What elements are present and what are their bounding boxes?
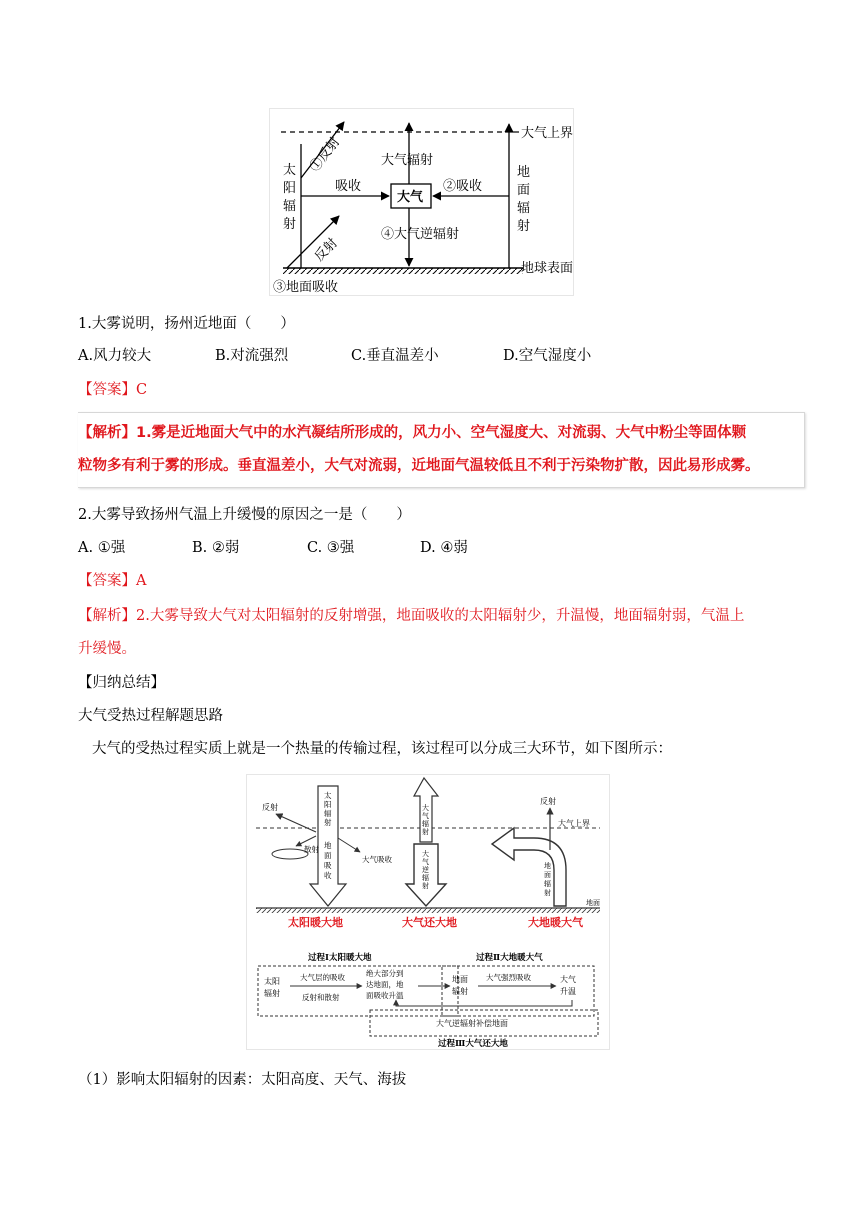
fig2-stage3: 大地暖大气 <box>528 916 583 929</box>
svg-text:射: 射 <box>283 217 297 232</box>
svg-text:面: 面 <box>324 851 332 860</box>
fig2-process2: 过程Ⅱ大地暖大气 <box>476 953 543 963</box>
svg-text:辐: 辐 <box>324 809 332 818</box>
question-1-options <box>78 346 591 366</box>
svg-text:辐: 辐 <box>544 880 551 888</box>
q2-answer <box>78 571 146 591</box>
svg-text:辐射: 辐射 <box>264 989 280 998</box>
fig2-air-absorb: 大气吸收 <box>362 855 392 864</box>
label-solar-radiation <box>283 162 296 232</box>
fig2-process3: 过程Ⅲ大气还大地 <box>438 1039 508 1049</box>
diagram-1 <box>269 108 575 296</box>
svg-text:大气: 大气 <box>560 975 576 984</box>
label-top-boundary: 大气上界 <box>521 126 574 141</box>
label-reflect-1: ①反射 <box>307 134 344 175</box>
fig2-flow-strong-absorb: 大气强烈吸收 <box>486 973 531 982</box>
fig2-ground-radiation <box>544 861 551 897</box>
svg-text:面: 面 <box>517 183 531 198</box>
svg-text:辐射: 辐射 <box>452 987 468 996</box>
svg-text:阳: 阳 <box>283 181 297 196</box>
svg-text:辐: 辐 <box>422 874 429 882</box>
fig2-atmos-radiation-up <box>422 803 429 836</box>
fig2-top-boundary: 大气上界 <box>558 819 590 828</box>
svg-text:射: 射 <box>422 882 429 890</box>
label-absorb-right: ②吸收 <box>443 179 483 194</box>
fig2-reflect-right: 反射 <box>540 797 556 806</box>
label-atmos-radiation: 大气辐射 <box>381 153 434 168</box>
summary-intro: 大气的受热过程实质上就是一个热量的传输过程，该过程可以分成三大环节，如下图所示： <box>92 741 672 757</box>
svg-text:辐: 辐 <box>422 820 429 828</box>
q2-analysis <box>78 606 744 626</box>
svg-text:气: 气 <box>422 858 429 866</box>
svg-text:气: 气 <box>422 812 429 820</box>
svg-text:辐: 辐 <box>283 199 297 214</box>
q2-answer-value: A <box>136 573 147 589</box>
q1-analysis-label: 【解析】 <box>78 425 136 441</box>
fig2-stage1: 太阳暖大地 <box>288 916 343 929</box>
fig2-flow-reach <box>366 968 404 1000</box>
fig2-sun-col <box>324 790 332 827</box>
q1-analysis-line2: 粒物多有利于雾的形成。垂直温差小，大气对流弱，近地面气温较低且不利于污染物扩散，因此易形成雾。 <box>78 458 760 474</box>
svg-text:射: 射 <box>422 828 429 836</box>
q2-option-a: A. ①强 <box>78 540 126 556</box>
label-ground-absorb: ③地面吸收 <box>273 280 339 295</box>
label-surface: 地球表面 <box>521 261 574 276</box>
svg-text:辐: 辐 <box>517 201 531 216</box>
svg-text:地: 地 <box>324 841 332 850</box>
q1-option-c: C.垂直温差小 <box>351 348 439 364</box>
svg-text:阳: 阳 <box>324 800 332 809</box>
q1-analysis <box>78 423 746 443</box>
svg-text:大: 大 <box>422 804 429 812</box>
fig2-scatter: 散射 <box>304 845 319 854</box>
fig2-flow-reflect: 反射和散射 <box>302 993 340 1002</box>
svg-text:太阳: 太阳 <box>264 977 280 986</box>
q1-analysis-line1: 1.雾是近地面大气中的水汽凝结所形成的，风力小、空气湿度大、对流弱、大气中粉尘等固体颗 <box>136 425 747 441</box>
factor-text: （1）影响太阳辐射的因素：太阳高度、天气、海拔 <box>78 1072 407 1088</box>
q2-option-c: C. ③强 <box>307 540 355 556</box>
fig2-flow-sun <box>264 976 280 998</box>
summary-subheading: 大气受热过程解题思路 <box>78 708 223 724</box>
label-atmosphere: 大气 <box>397 190 424 205</box>
label-counter-radiation: ④大气逆辐射 <box>381 227 460 242</box>
figure-heating-process <box>246 774 610 1050</box>
q1-answer-value: C <box>136 382 148 398</box>
q1-option-b: B.对流强烈 <box>215 348 289 364</box>
summary-heading: 【归纳总结】 <box>78 675 165 691</box>
q1-answer-label: 【答案】 <box>78 382 136 398</box>
fig2-flow-absorb: 大气层的吸收 <box>300 973 345 982</box>
svg-text:绝大部分到: 绝大部分到 <box>366 969 404 978</box>
q2-analysis-line2: 升缓慢。 <box>78 641 136 657</box>
diagram-2 <box>246 774 610 1050</box>
fig2-stage2: 大气还大地 <box>402 916 457 929</box>
q1-option-d: D.空气湿度小 <box>503 348 592 364</box>
svg-text:升温: 升温 <box>560 987 576 996</box>
svg-text:地: 地 <box>544 862 551 870</box>
label-ground-radiation <box>517 164 530 234</box>
fig2-process1: 过程Ⅰ太阳暖大地 <box>308 953 372 963</box>
fig2-flow-ground-rad <box>452 974 468 996</box>
figure-atmosphere-heating <box>269 108 575 296</box>
question-2-options <box>78 538 468 558</box>
q2-analysis-line1: 2.大雾导致大气对太阳辐射的反射增强，地面吸收的太阳辐射少，升温慢，地面辐射弱，气温上 <box>136 608 745 624</box>
question-1: 1.大雾说明，扬州近地面（ ） <box>78 316 295 332</box>
svg-text:太: 太 <box>324 791 332 800</box>
fig2-flow-atmos <box>560 974 576 996</box>
q1-option-a: A.风力较大 <box>78 348 152 364</box>
svg-text:逆: 逆 <box>422 866 429 874</box>
fig2-reflect-left: 反射 <box>262 803 278 812</box>
q1-answer <box>78 380 147 400</box>
label-absorb-left: 吸收 <box>335 179 362 194</box>
fig2-ground: 地面 <box>586 899 600 907</box>
svg-text:吸: 吸 <box>324 861 332 870</box>
svg-text:射: 射 <box>544 889 551 897</box>
svg-text:收: 收 <box>324 871 332 880</box>
q2-option-d: D. ④弱 <box>420 540 468 556</box>
question-2: 2.大雾导致扬州气温上升缓慢的原因之一是（ ） <box>78 507 411 523</box>
svg-text:达地面，地: 达地面，地 <box>366 980 404 989</box>
svg-text:面吸收升温: 面吸收升温 <box>366 991 404 1000</box>
q2-answer-label: 【答案】 <box>78 573 136 589</box>
fig2-counter-radiation <box>422 849 429 890</box>
svg-text:太: 太 <box>283 163 297 178</box>
svg-text:地面: 地面 <box>452 975 468 984</box>
svg-text:射: 射 <box>324 818 332 827</box>
q2-option-b: B. ②弱 <box>192 540 240 556</box>
svg-text:地: 地 <box>517 165 531 180</box>
svg-text:射: 射 <box>517 219 531 234</box>
fig2-flow-compensate: 大气逆辐射补偿地面 <box>436 1019 508 1028</box>
svg-text:面: 面 <box>544 871 551 879</box>
label-reflect-2: 反射 <box>311 235 341 265</box>
q2-analysis-label: 【解析】 <box>78 608 136 624</box>
svg-text:大: 大 <box>422 850 429 858</box>
